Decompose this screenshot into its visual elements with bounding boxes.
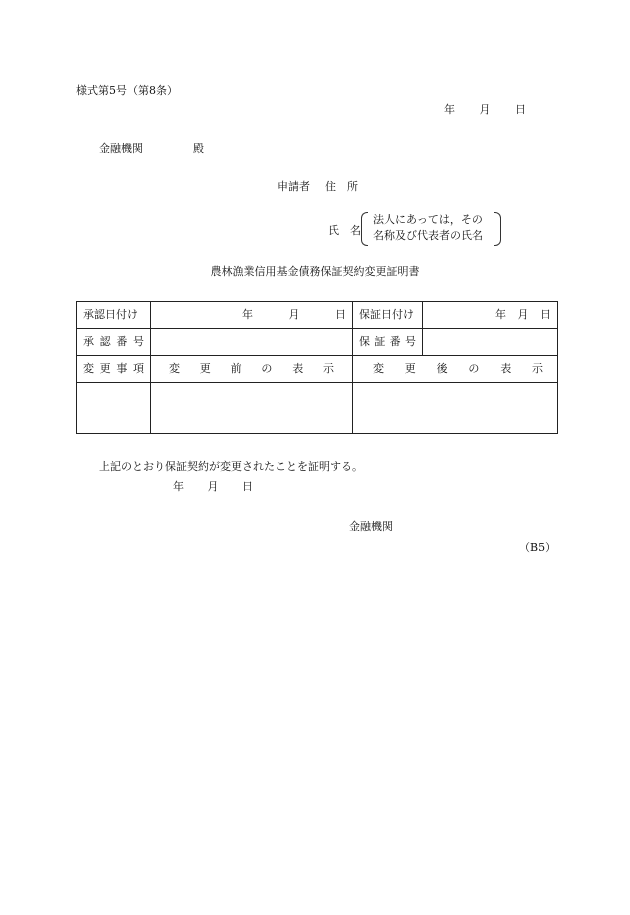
change-item-label: 変 更 事 項 bbox=[77, 356, 151, 383]
after-change-header: 変 更 後 の 表 示 bbox=[353, 356, 558, 383]
approval-date-cell[interactable]: 年 月 日 bbox=[151, 302, 353, 329]
change-item-cell[interactable] bbox=[77, 383, 151, 434]
table-row bbox=[77, 302, 558, 329]
top-date bbox=[444, 103, 526, 117]
address-label: 住 所 bbox=[325, 180, 358, 193]
guarantee-number-label: 保 証 番 号 bbox=[353, 329, 423, 356]
name-note-bracket bbox=[361, 212, 501, 246]
guarantee-date-cell[interactable]: 年 月 日 bbox=[423, 302, 558, 329]
month-label: 月 bbox=[479, 103, 491, 116]
guarantee-date-label: 保証日付け bbox=[353, 302, 423, 329]
addressee-honorific: 殿 bbox=[193, 142, 204, 155]
guarantee-number-cell[interactable] bbox=[423, 329, 558, 356]
name-note-line2: 名称及び代表者の氏名 bbox=[373, 229, 483, 242]
approval-number-cell[interactable] bbox=[151, 329, 353, 356]
table-row bbox=[77, 329, 558, 356]
certification-date bbox=[173, 480, 253, 494]
day-label: 日 bbox=[242, 480, 253, 493]
year-label: 年 bbox=[173, 480, 184, 493]
issuer-label: 金融機関 bbox=[349, 520, 393, 533]
before-change-cell[interactable] bbox=[151, 383, 353, 434]
year-label: 年 bbox=[444, 103, 455, 116]
before-change-header: 変 更 前 の 表 示 bbox=[151, 356, 353, 383]
document-title: 農林漁業信用基金債務保証契約変更証明書 bbox=[210, 265, 420, 278]
left-brace bbox=[361, 212, 368, 246]
name-label: 氏 名 bbox=[328, 224, 361, 237]
table-row bbox=[77, 383, 558, 434]
applicant-label: 申請者 bbox=[277, 180, 310, 193]
after-change-cell[interactable] bbox=[353, 383, 558, 434]
paper-size: （B5） bbox=[519, 541, 557, 554]
change-form-table bbox=[76, 301, 558, 434]
certification-text: 上記のとおり保証契約が変更されたことを証明する。 bbox=[99, 460, 363, 473]
right-brace bbox=[494, 212, 501, 246]
day-label: 日 bbox=[515, 103, 526, 116]
name-note-line1: 法人にあっては，その bbox=[373, 213, 483, 226]
addressee-institution: 金融機関 bbox=[99, 142, 143, 155]
form-number: 様式第5号（第8条） bbox=[76, 84, 178, 97]
month-label: 月 bbox=[207, 480, 219, 493]
table-row bbox=[77, 356, 558, 383]
approval-number-label: 承 認 番 号 bbox=[77, 329, 151, 356]
approval-date-label: 承認日付け bbox=[77, 302, 151, 329]
